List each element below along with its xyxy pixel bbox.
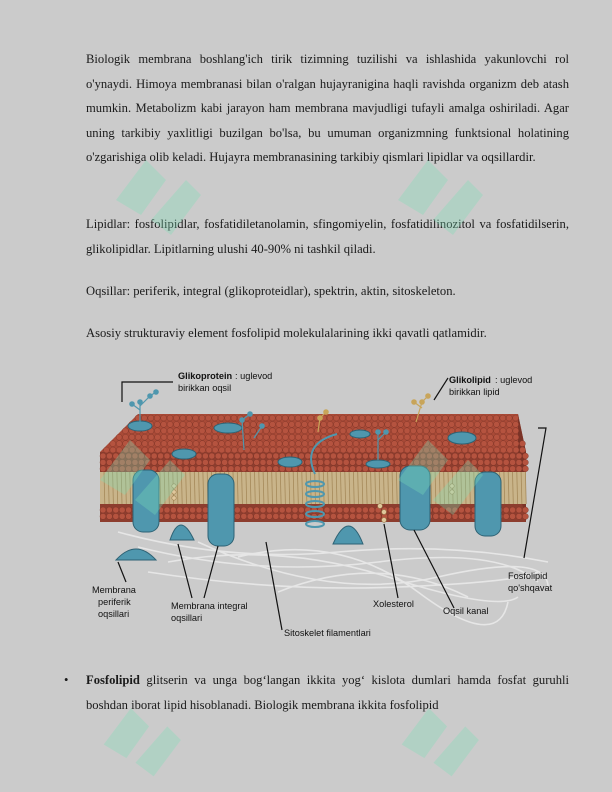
- phospholipid-head: [315, 447, 321, 453]
- phospholipid-head: [231, 415, 237, 421]
- phospholipid-head: [362, 507, 368, 513]
- phospholipid-head: [318, 466, 324, 472]
- phospholipid-head: [232, 447, 238, 453]
- phospholipid-head: [324, 466, 330, 472]
- watermark-logo: [96, 140, 216, 250]
- phospholipid-head: [356, 459, 362, 465]
- phospholipid-head: [266, 459, 272, 465]
- phospholipid-head: [206, 421, 212, 427]
- phospholipid-head: [513, 428, 519, 434]
- phospholipid-head: [337, 507, 343, 513]
- phospholipid-head: [282, 428, 288, 434]
- phospholipid-head: [228, 466, 234, 472]
- bullet-marker: •: [64, 673, 69, 687]
- phospholipid-head: [231, 441, 237, 447]
- phospholipid-head: [327, 415, 333, 421]
- phospholipid-head: [206, 434, 212, 440]
- phospholipid-head: [234, 466, 240, 472]
- phospholipid-head: [276, 447, 282, 453]
- phospholipid-head: [251, 447, 257, 453]
- phospholipid-head: [302, 434, 308, 440]
- phospholipid-head: [266, 513, 272, 519]
- phospholipid-head: [247, 459, 253, 465]
- phospholipid-head: [270, 428, 276, 434]
- phospholipid-head: [205, 415, 211, 421]
- bilayer-label-2: qo'shqavat: [508, 583, 553, 593]
- phospholipid-head: [318, 453, 324, 459]
- phospholipid-head: [273, 513, 279, 519]
- phospholipid-head: [513, 434, 519, 440]
- phospholipid-head: [273, 507, 279, 513]
- phospholipid-head: [343, 459, 349, 465]
- phospholipid-head: [263, 415, 269, 421]
- phospholipid-head: [298, 466, 304, 472]
- phospholipid-head: [218, 415, 224, 421]
- phospholipid-head: [266, 466, 272, 472]
- phospholipid-head: [289, 441, 295, 447]
- phospholipid-head: [263, 441, 269, 447]
- phospholipid-head: [305, 466, 311, 472]
- phospholipid-head: [244, 421, 250, 427]
- phospholipid-head: [241, 453, 247, 459]
- phospholipid-head: [244, 428, 250, 434]
- phospholipid-head: [292, 507, 298, 513]
- phospholipid-head: [276, 428, 282, 434]
- phospholipid-head: [222, 459, 228, 465]
- phospholipid-head: [257, 441, 263, 447]
- phospholipid-head: [343, 453, 349, 459]
- phospholipid-head: [308, 434, 314, 440]
- phospholipid-head: [225, 447, 231, 453]
- phospholipid-head: [315, 434, 321, 440]
- phospholipid-head: [244, 434, 250, 440]
- paragraph-proteins: Oqsillar: periferik, integral (glikoproteidlar), spektrin, aktin, sitoskeleton.: [86, 284, 456, 298]
- phospholipid-head: [283, 434, 289, 440]
- phospholipid-head: [328, 447, 334, 453]
- phospholipid-head: [215, 466, 221, 472]
- phospholipid-head: [244, 441, 250, 447]
- phospholipid-head: [330, 453, 336, 459]
- phospholipid-head: [321, 421, 327, 427]
- phospholipid-head: [356, 507, 362, 513]
- phospholipid-head: [222, 453, 228, 459]
- phospholipid-head: [199, 428, 205, 434]
- phospholipid-head: [507, 434, 513, 440]
- phospholipid-head: [522, 459, 528, 465]
- phospholipid-head: [302, 441, 308, 447]
- phospholipid-head: [513, 421, 519, 427]
- phospholipid-head: [254, 459, 260, 465]
- phospholipid-head: [276, 434, 282, 440]
- phospholipid-head: [507, 447, 513, 453]
- phospholipid-head: [209, 453, 215, 459]
- phospholipid-head: [522, 507, 528, 513]
- phospholipid-head: [273, 466, 279, 472]
- phospholipid-head: [347, 441, 353, 447]
- phospholipid-head: [276, 415, 282, 421]
- phospholipid-head: [510, 507, 516, 513]
- phospholipid-head: [500, 447, 506, 453]
- phospholipid-head: [228, 453, 234, 459]
- phospholipid-head: [295, 421, 301, 427]
- peripheral-label-3: oqsillari: [98, 609, 130, 619]
- watermark-logo-4: [378, 420, 498, 530]
- phospholipid-head: [350, 466, 356, 472]
- glycoprotein-desc-1: : uglevod: [235, 371, 273, 381]
- phospholipid-head: [359, 415, 365, 421]
- phospholipid-head: [209, 459, 215, 465]
- phospholipid-head: [346, 415, 352, 421]
- cytoskeleton-label: Sitoskelet filamentlari: [284, 628, 371, 638]
- phospholipid-head: [302, 421, 308, 427]
- phospholipid-head: [359, 421, 365, 427]
- phospholipid-head: [212, 441, 218, 447]
- phospholipid-head: [234, 459, 240, 465]
- glycolipid-title: Glikolipid: [449, 375, 491, 385]
- phospholipid-head: [257, 415, 263, 421]
- integral-label-2: oqsillari: [171, 613, 203, 623]
- phospholipid-head: [369, 507, 375, 513]
- phospholipid-head: [327, 428, 333, 434]
- phospholipid-head: [506, 428, 512, 434]
- phospholipid-head: [199, 421, 205, 427]
- phospholipid-head: [260, 507, 266, 513]
- phospholipid-head: [238, 447, 244, 453]
- phospholipid-head: [321, 428, 327, 434]
- phospholipid-head: [296, 447, 302, 453]
- phospholipid-head: [340, 428, 346, 434]
- phospholipid-head: [500, 428, 506, 434]
- peripheral-label-1: Membrana: [92, 585, 136, 595]
- phospholipid-head: [337, 466, 343, 472]
- phospholipid-head: [250, 421, 256, 427]
- phospholipid-head: [273, 453, 279, 459]
- phospholipid-head: [350, 459, 356, 465]
- phospholipid-head: [234, 513, 240, 519]
- bullet-body: glitserin va unga bog‘langan ikkita yog‘ kislota dumlari hamda fosfat guruhli boshdan iborat lipid hisoblanadi. Biologik membrana ikkita fosfolipid: [86, 673, 569, 712]
- phospholipid-head: [340, 434, 346, 440]
- phospholipid-head: [206, 441, 212, 447]
- phospholipid-head: [247, 453, 253, 459]
- phospholipid-head: [340, 441, 346, 447]
- phospholipid-head: [305, 453, 311, 459]
- phospholipid-head: [250, 428, 256, 434]
- phospholipid-head: [244, 447, 250, 453]
- phospholipid-head: [346, 421, 352, 427]
- phospholipid-head: [337, 513, 343, 519]
- phospholipid-head: [260, 453, 266, 459]
- phospholipid-head: [308, 415, 314, 421]
- phospholipid-head: [350, 513, 356, 519]
- phospholipid-head: [202, 453, 208, 459]
- phospholipid-head: [254, 507, 260, 513]
- phospholipid-head: [219, 434, 225, 440]
- phospholipid-head: [343, 507, 349, 513]
- phospholipid-head: [330, 459, 336, 465]
- glycolipid-desc-1: : uglevod: [495, 375, 533, 385]
- phospholipid-head: [362, 513, 368, 519]
- phospholipid-head: [264, 447, 270, 453]
- phospholipid-head: [516, 466, 522, 472]
- phospholipid-head: [503, 466, 509, 472]
- phospholipid-head: [318, 459, 324, 465]
- phospholipid-head: [513, 441, 519, 447]
- phospholipid-head: [340, 447, 346, 453]
- phospholipid-head: [269, 415, 275, 421]
- phospholipid-head: [295, 441, 301, 447]
- channel-label: Oqsil kanal: [443, 606, 489, 616]
- phospholipid-head: [289, 447, 295, 453]
- watermark-logo-2: [378, 140, 498, 250]
- phospholipid-head: [340, 415, 346, 421]
- phospholipid-head: [234, 453, 240, 459]
- phospholipid-head: [324, 459, 330, 465]
- phospholipid-head: [202, 459, 208, 465]
- phospholipid-head: [289, 434, 295, 440]
- phospholipid-head: [334, 441, 340, 447]
- phospholipid-head: [369, 453, 375, 459]
- phospholipid-head: [343, 513, 349, 519]
- phospholipid-head: [257, 434, 263, 440]
- phospholipid-head: [247, 466, 253, 472]
- phospholipid-head: [206, 447, 212, 453]
- phospholipid-head: [500, 415, 506, 421]
- phospholipid-head: [247, 507, 253, 513]
- phospholipid-head: [500, 421, 506, 427]
- phospholipid-head: [337, 453, 343, 459]
- phospholipid-head: [372, 421, 378, 427]
- phospholipid-head: [334, 447, 340, 453]
- phospholipid-head: [500, 441, 506, 447]
- phospholipid-head: [215, 453, 221, 459]
- phospholipid-head: [289, 428, 295, 434]
- phospholipid-head: [295, 415, 301, 421]
- glycolipid-desc-2: birikkan lipid: [449, 387, 500, 397]
- phospholipid-head: [298, 453, 304, 459]
- phospholipid-head: [295, 434, 301, 440]
- phospholipid-head: [270, 447, 276, 453]
- phospholipid-head: [353, 421, 359, 427]
- phospholipid-head: [500, 434, 506, 440]
- glycoprotein-title: Glikoprotein: [178, 371, 233, 381]
- phospholipid-head: [254, 513, 260, 519]
- phospholipid-head: [513, 447, 519, 453]
- phospholipid-head: [260, 466, 266, 472]
- phospholipid-head: [270, 434, 276, 440]
- phospholipid-head: [270, 441, 276, 447]
- phospholipid-head: [298, 507, 304, 513]
- phospholipid-head: [366, 447, 372, 453]
- phospholipid-head: [510, 466, 516, 472]
- phospholipid-head: [308, 441, 314, 447]
- phospholipid-head: [251, 441, 257, 447]
- phospholipid-head: [286, 507, 292, 513]
- phospholipid-head: [270, 421, 276, 427]
- phospholipid-head: [507, 441, 513, 447]
- phospholipid-head: [225, 434, 231, 440]
- phospholipid-head: [302, 447, 308, 453]
- paragraph-intro: Biologik membrana boshlang'ich tirik tizimning tuzilishi va ishlashida yakunlovchi rol o'ynaydi. Himoya membranasi bilan o'ralgan hujayranigina haqli ravishda organizm deb atash mumkin. Metabolizm kabi jarayon ham membrana mavjudligi tufayli amalga oshiriladi. Agar uning tarkibiy yaxlitligi buzilgan bo'lsa, bu umuman organizmning funktsional holatining o'zgarishiga olib keladi. Hujayra membranasining tarkibiy qismlari lipidlar va oqsillardir.: [86, 52, 569, 164]
- phospholipid-head: [241, 513, 247, 519]
- phospholipid-head: [343, 466, 349, 472]
- phospholipid-head: [324, 453, 330, 459]
- phospholipid-head: [369, 513, 375, 519]
- phospholipid-head: [219, 447, 225, 453]
- phospholipid-head: [215, 459, 221, 465]
- phospholipid-head: [333, 415, 339, 421]
- phospholipid-head: [301, 415, 307, 421]
- phospholipid-head: [286, 513, 292, 519]
- phospholipid-head: [279, 513, 285, 519]
- phospholipid-head: [254, 466, 260, 472]
- phospholipid-head: [513, 415, 519, 421]
- phospholipid-head: [298, 513, 304, 519]
- phospholipid-head: [366, 441, 372, 447]
- phospholipid-head: [283, 441, 289, 447]
- phospholipid-head: [276, 441, 282, 447]
- phospholipid-head: [199, 441, 205, 447]
- phospholipid-head: [356, 453, 362, 459]
- phospholipid-head: [212, 447, 218, 453]
- phospholipid-head: [276, 421, 282, 427]
- paragraph-structure: Asosiy strukturaviy element fosfolipid molekulalarining ikki qavatli qatlamidir.: [86, 326, 487, 340]
- phospholipid-head: [225, 415, 231, 421]
- phospholipid-head: [330, 513, 336, 519]
- phospholipid-head: [241, 507, 247, 513]
- phospholipid-head: [522, 453, 528, 459]
- watermark-logo-5: [80, 690, 200, 790]
- phospholipid-head: [209, 466, 215, 472]
- phospholipid-head: [308, 428, 314, 434]
- phospholipid-head: [305, 459, 311, 465]
- phospholipid-head: [516, 507, 522, 513]
- phospholipid-head: [228, 459, 234, 465]
- phospholipid-head: [260, 513, 266, 519]
- phospholipid-head: [356, 466, 362, 472]
- phospholipid-head: [510, 513, 516, 519]
- phospholipid-head: [510, 453, 516, 459]
- phospholipid-head: [202, 466, 208, 472]
- phospholipid-head: [503, 459, 509, 465]
- phospholipid-head: [330, 507, 336, 513]
- phospholipid-head: [295, 428, 301, 434]
- phospholipid-head: [365, 415, 371, 421]
- bilayer-label-1: Fosfolipid: [508, 571, 548, 581]
- phospholipid-head: [516, 459, 522, 465]
- phospholipid-head: [372, 415, 378, 421]
- phospholipid-head: [353, 415, 359, 421]
- phospholipid-head: [282, 421, 288, 427]
- phospholipid-head: [314, 428, 320, 434]
- phospholipid-head: [360, 447, 366, 453]
- phospholipid-head: [362, 466, 368, 472]
- phospholipid-head: [247, 513, 253, 519]
- phospholipid-head: [337, 459, 343, 465]
- phospholipid-head: [266, 453, 272, 459]
- paragraph-lipids: Lipidlar: fosfolipidlar, fosfatidiletanolamin, sfingomiyelin, fosfatidilinozitol va fosfatidilserin, glikolipidlar. Lipitlarning ulushi 40-90% ni tashkil qiladi.: [86, 217, 569, 256]
- phospholipid-head: [282, 415, 288, 421]
- phospholipid-head: [279, 507, 285, 513]
- phospholipid-head: [353, 441, 359, 447]
- phospholipid-head: [263, 434, 269, 440]
- phospholipid-head: [327, 421, 333, 427]
- phospholipid-head: [330, 466, 336, 472]
- phospholipid-head: [522, 466, 528, 472]
- phospholipid-head: [510, 459, 516, 465]
- phospholipid-head: [334, 428, 340, 434]
- integral-label-1: Membrana integral: [171, 601, 248, 611]
- phospholipid-head: [241, 466, 247, 472]
- phospholipid-head: [366, 421, 372, 427]
- phospholipid-head: [519, 441, 525, 447]
- phospholipid-head: [356, 513, 362, 519]
- phospholipid-head: [340, 421, 346, 427]
- phospholipid-head: [362, 453, 368, 459]
- phospholipid-head: [520, 447, 526, 453]
- phospholipid-head: [212, 434, 218, 440]
- phospholipid-head: [347, 447, 353, 453]
- phospholipid-head: [506, 421, 512, 427]
- phospholipid-head: [219, 441, 225, 447]
- phospholipid-head: [324, 507, 330, 513]
- phospholipid-head: [327, 441, 333, 447]
- phospholipid-head: [241, 459, 247, 465]
- phospholipid-head: [289, 415, 295, 421]
- phospholipid-head: [321, 447, 327, 453]
- phospholipid-head: [222, 466, 228, 472]
- phospholipid-head: [503, 453, 509, 459]
- phospholipid-head: [506, 415, 512, 421]
- phospholipid-head: [289, 421, 295, 427]
- phospholipid-head: [199, 434, 205, 440]
- phospholipid-head: [225, 441, 231, 447]
- phospholipid-head: [503, 507, 509, 513]
- watermark-logo-6: [378, 690, 498, 790]
- phospholipid-head: [334, 421, 340, 427]
- bullet-term: Fosfolipid: [86, 673, 140, 687]
- phospholipid-head: [302, 428, 308, 434]
- phospholipid-head: [212, 415, 218, 421]
- phospholipid-head: [266, 507, 272, 513]
- phospholipid-head: [359, 441, 365, 447]
- phospholipid-head: [206, 428, 212, 434]
- phospholipid-head: [263, 428, 269, 434]
- cholesterol-label: Xolesterol: [373, 599, 414, 609]
- phospholipid-head: [353, 447, 359, 453]
- phospholipid-head: [503, 513, 509, 519]
- phospholipid-head: [350, 507, 356, 513]
- phospholipid-head: [283, 447, 289, 453]
- phospholipid-head: [516, 513, 522, 519]
- phospholipid-head: [200, 447, 206, 453]
- phospholipid-head: [516, 453, 522, 459]
- phospholipid-head: [231, 434, 237, 440]
- watermark-logo-3: [80, 420, 200, 530]
- phospholipid-head: [260, 459, 266, 465]
- glycoprotein-desc-2: birikkan oqsil: [178, 383, 232, 393]
- phospholipid-head: [308, 421, 314, 427]
- peripheral-label-2: periferik: [98, 597, 131, 607]
- phospholipid-head: [257, 447, 263, 453]
- phospholipid-head: [254, 453, 260, 459]
- phospholipid-head: [234, 507, 240, 513]
- phospholipid-head: [350, 453, 356, 459]
- phospholipid-head: [522, 513, 528, 519]
- phospholipid-head: [292, 513, 298, 519]
